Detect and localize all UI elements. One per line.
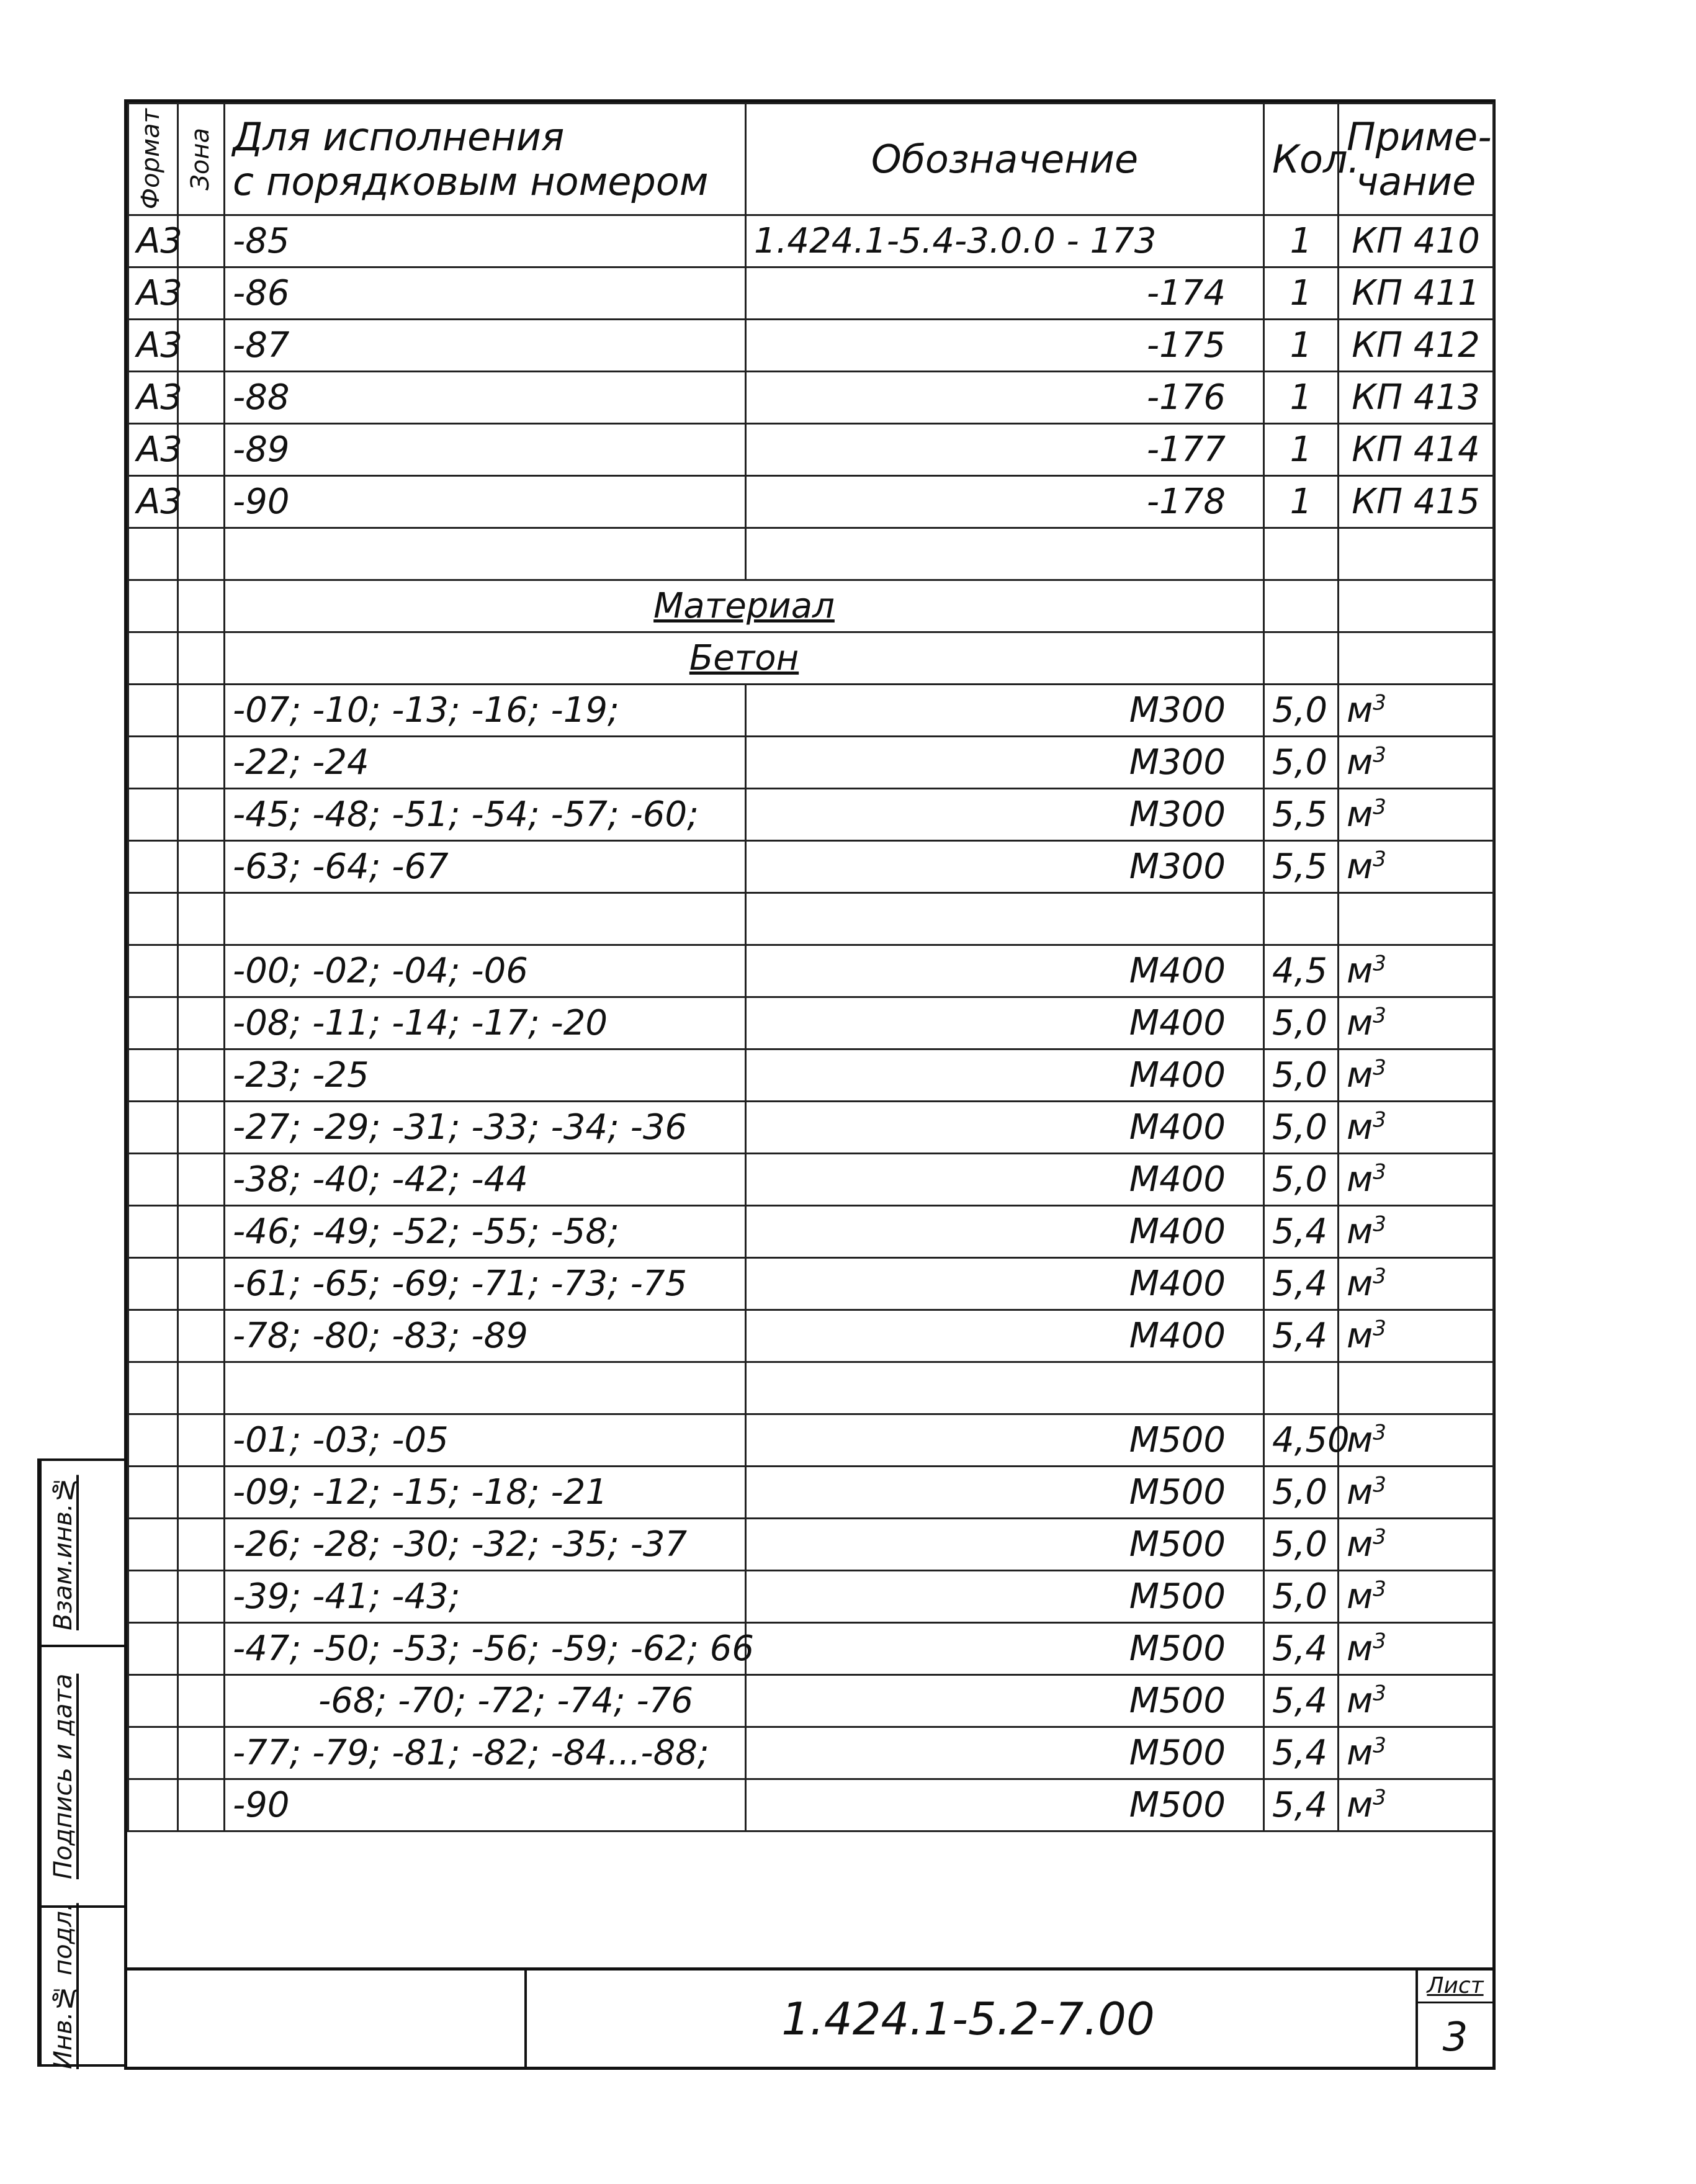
- designation-cell: -176: [746, 372, 1264, 424]
- format-cell: [128, 789, 178, 841]
- unit-label: м: [1347, 1003, 1373, 1043]
- format-cell: [128, 1623, 178, 1675]
- zone-cell: [178, 320, 225, 372]
- table-row: [128, 1206, 1494, 1258]
- table-row: [128, 1779, 1494, 1831]
- zone-cell: [178, 372, 225, 424]
- unit-exponent: 3: [1373, 951, 1386, 976]
- position-cell: -09; -12; -15; -18; -21: [225, 1467, 746, 1519]
- header-zone-label: Зона: [186, 128, 215, 191]
- quantity-cell: 4,50: [1264, 1414, 1339, 1467]
- grade-cell: М400: [746, 1154, 1264, 1206]
- unit-exponent: 3: [1373, 794, 1386, 820]
- unit-label: м: [1347, 1733, 1373, 1773]
- position-cell: -46; -49; -52; -55; -58;: [225, 1206, 746, 1258]
- unit-cell: [1339, 1258, 1494, 1310]
- quantity-cell: 5,0: [1264, 737, 1339, 789]
- table-row: [128, 1467, 1494, 1519]
- grade-cell: М500: [746, 1467, 1264, 1519]
- unit-cell: [1339, 1206, 1494, 1258]
- format-cell: [128, 893, 178, 945]
- quantity-cell: 1: [1264, 320, 1339, 372]
- unit-label: м: [1347, 1211, 1373, 1252]
- designation-cell: -175: [746, 320, 1264, 372]
- side-replace-inv-value: [85, 1461, 124, 1645]
- unit-label: м: [1347, 690, 1373, 730]
- position-cell: -90: [225, 1779, 746, 1831]
- designation-cell: 1.424.1-5.4-3.0.0 - 173: [746, 215, 1264, 267]
- table-row: [128, 1414, 1494, 1467]
- zone-cell: [178, 1467, 225, 1519]
- position-cell: -90: [225, 476, 746, 528]
- grade-cell: М300: [746, 789, 1264, 841]
- position-cell: -22; -24: [225, 737, 746, 789]
- unit-exponent: 3: [1373, 1107, 1386, 1133]
- quantity-cell: 1: [1264, 267, 1339, 320]
- quantity-cell: 5,5: [1264, 841, 1339, 893]
- note-cell: КП 413: [1339, 372, 1494, 424]
- unit-label: м: [1347, 1420, 1373, 1460]
- sheet-number: 3: [1442, 2015, 1468, 2060]
- grade-cell: М500: [746, 1414, 1264, 1467]
- table-row: [128, 893, 1494, 945]
- table-row: [128, 424, 1494, 476]
- zone-cell: [178, 893, 225, 945]
- unit-label: м: [1347, 1524, 1373, 1565]
- zone-cell: [178, 945, 225, 997]
- header-note-line1: Приме-: [1347, 114, 1492, 160]
- quantity-cell: 5,0: [1264, 1467, 1339, 1519]
- header-note: [1339, 104, 1494, 215]
- side-replace-inv: [40, 1461, 124, 1647]
- note-cell: [1339, 632, 1494, 685]
- zone-cell: [178, 1102, 225, 1154]
- side-sign-date-value: [85, 1647, 124, 1905]
- section-material-title: Материал: [225, 580, 1264, 632]
- format-cell: [128, 1571, 178, 1623]
- grade-cell: М500: [746, 1571, 1264, 1623]
- unit-label: м: [1347, 1159, 1373, 1200]
- quantity-cell: [1264, 893, 1339, 945]
- side-sign-date: [40, 1647, 124, 1908]
- section-concrete-title: Бетон: [225, 632, 1264, 685]
- side-inv-orig-value: [85, 1908, 124, 2064]
- unit-cell: [1339, 1623, 1494, 1675]
- unit-exponent: 3: [1373, 690, 1386, 716]
- quantity-cell: 5,4: [1264, 1623, 1339, 1675]
- zone-cell: [178, 1571, 225, 1623]
- unit-exponent: 3: [1373, 1681, 1386, 1706]
- position-cell: -68; -70; -72; -74; -76: [225, 1675, 746, 1727]
- zone-cell: [178, 1362, 225, 1414]
- unit-cell: [1339, 789, 1494, 841]
- table-header-row: [128, 104, 1494, 215]
- format-cell: [128, 1206, 178, 1258]
- format-cell: [128, 1310, 178, 1362]
- zone-cell: [178, 789, 225, 841]
- unit-cell: [1339, 685, 1494, 737]
- grade-cell: М400: [746, 997, 1264, 1049]
- position-cell: -63; -64; -67: [225, 841, 746, 893]
- quantity-cell: 5,0: [1264, 1571, 1339, 1623]
- position-cell: -89: [225, 424, 746, 476]
- grade-cell: М400: [746, 1258, 1264, 1310]
- format-cell: А3: [128, 267, 178, 320]
- table-row: [128, 215, 1494, 267]
- quantity-cell: 1: [1264, 372, 1339, 424]
- zone-cell: [178, 841, 225, 893]
- empty-cell: [225, 528, 746, 580]
- grade-cell: М500: [746, 1779, 1264, 1831]
- table-row: [128, 320, 1494, 372]
- unit-cell: [1339, 1467, 1494, 1519]
- unit-cell: [1339, 997, 1494, 1049]
- unit-cell: [1339, 1675, 1494, 1727]
- format-cell: [128, 685, 178, 737]
- unit-cell: [1339, 1049, 1494, 1102]
- unit-exponent: 3: [1373, 1420, 1386, 1445]
- table-row: [128, 1571, 1494, 1623]
- zone-cell: [178, 1623, 225, 1675]
- unit-exponent: 3: [1373, 1524, 1386, 1550]
- unit-label: м: [1347, 1055, 1373, 1095]
- designation-cell: -178: [746, 476, 1264, 528]
- side-sign-date-label: Подпись и дата: [40, 1647, 85, 1905]
- format-cell: [128, 737, 178, 789]
- format-cell: [128, 1779, 178, 1831]
- format-cell: [128, 1049, 178, 1102]
- position-cell: -47; -50; -53; -56; -59; -62; 66: [225, 1623, 746, 1675]
- position-cell: -08; -11; -14; -17; -20: [225, 997, 746, 1049]
- position-cell: [225, 1362, 746, 1414]
- format-cell: [128, 632, 178, 685]
- position-cell: [225, 893, 746, 945]
- unit-cell: [1339, 1519, 1494, 1571]
- zone-cell: [178, 1414, 225, 1467]
- section-concrete: [128, 632, 1494, 685]
- quantity-cell: 5,0: [1264, 685, 1339, 737]
- document-code: 1.424.1-5.2-7.00: [781, 1992, 1155, 2045]
- note-cell: КП 414: [1339, 424, 1494, 476]
- unit-cell: [1339, 1414, 1494, 1467]
- quantity-cell: 5,0: [1264, 1519, 1339, 1571]
- format-cell: [128, 1102, 178, 1154]
- format-cell: А3: [128, 215, 178, 267]
- format-cell: [128, 1467, 178, 1519]
- header-position-line1: Для исполнения: [233, 114, 565, 160]
- zone-cell: [178, 1675, 225, 1727]
- format-cell: [128, 841, 178, 893]
- format-cell: [128, 997, 178, 1049]
- quantity-cell: 5,4: [1264, 1206, 1339, 1258]
- unit-exponent: 3: [1373, 1264, 1386, 1289]
- header-zone: [178, 104, 225, 215]
- quantity-cell: 5,0: [1264, 997, 1339, 1049]
- note-cell: КП 412: [1339, 320, 1494, 372]
- grade-cell: М500: [746, 1519, 1264, 1571]
- unit-cell: [1339, 841, 1494, 893]
- empty-cell: [178, 528, 225, 580]
- table-row: [128, 372, 1494, 424]
- position-cell: -77; -79; -81; -82; -84...-88;: [225, 1727, 746, 1779]
- table-row: [128, 1154, 1494, 1206]
- empty-cell: [1339, 528, 1494, 580]
- grade-cell: М300: [746, 737, 1264, 789]
- table-row: [128, 476, 1494, 528]
- position-cell: -78; -80; -83; -89: [225, 1310, 746, 1362]
- format-cell: [128, 1675, 178, 1727]
- unit-label: м: [1347, 1785, 1373, 1825]
- unit-label: м: [1347, 847, 1373, 887]
- unit-exponent: 3: [1373, 1472, 1386, 1498]
- side-stamp: [37, 1458, 124, 2067]
- table-row: [128, 737, 1494, 789]
- title-block: [127, 1967, 1492, 2070]
- zone-cell: [178, 215, 225, 267]
- quantity-cell: 1: [1264, 424, 1339, 476]
- grade-cell: М500: [746, 1727, 1264, 1779]
- position-cell: -61; -65; -69; -71; -73; -75: [225, 1258, 746, 1310]
- quantity-cell: 5,5: [1264, 789, 1339, 841]
- zone-cell: [178, 1206, 225, 1258]
- unit-exponent: 3: [1373, 847, 1386, 872]
- unit-label: м: [1347, 1576, 1373, 1617]
- quantity-cell: [1264, 1362, 1339, 1414]
- grade-cell: М400: [746, 945, 1264, 997]
- quantity-cell: 5,0: [1264, 1102, 1339, 1154]
- note-cell: [1339, 580, 1494, 632]
- zone-cell: [178, 1779, 225, 1831]
- unit-label: м: [1347, 1472, 1373, 1512]
- grade-cell: М400: [746, 1102, 1264, 1154]
- header-format: [128, 104, 178, 215]
- unit-label: м: [1347, 794, 1373, 835]
- position-cell: -86: [225, 267, 746, 320]
- header-designation: Обозначение: [746, 104, 1264, 215]
- unit-exponent: 3: [1373, 1576, 1386, 1602]
- side-inv-orig-label: Инв.№ подл.: [40, 1908, 85, 2064]
- drawing-sheet: [124, 99, 1496, 2070]
- unit-label: м: [1347, 1107, 1373, 1148]
- table-row: [128, 1310, 1494, 1362]
- quantity-cell: 5,4: [1264, 1779, 1339, 1831]
- table-body: [128, 215, 1494, 1831]
- position-cell: -01; -03; -05: [225, 1414, 746, 1467]
- table-row: [128, 1727, 1494, 1779]
- quantity-cell: 5,0: [1264, 1154, 1339, 1206]
- note-cell: КП 411: [1339, 267, 1494, 320]
- header-position: [225, 104, 746, 215]
- position-cell: -87: [225, 320, 746, 372]
- table-row: [128, 1258, 1494, 1310]
- unit-cell: [1339, 1727, 1494, 1779]
- table-row: [128, 945, 1494, 997]
- format-cell: [128, 1727, 178, 1779]
- empty-cell: [746, 528, 1264, 580]
- header-quantity: Кол.: [1264, 104, 1339, 215]
- unit-exponent: 3: [1373, 742, 1386, 768]
- format-cell: А3: [128, 372, 178, 424]
- table-row: [128, 267, 1494, 320]
- unit-exponent: 3: [1373, 1211, 1386, 1237]
- grade-cell: М400: [746, 1049, 1264, 1102]
- sheet-box: [1416, 1971, 1492, 2067]
- position-cell: -26; -28; -30; -32; -35; -37: [225, 1519, 746, 1571]
- grade-cell: М400: [746, 1206, 1264, 1258]
- side-inv-orig: [40, 1903, 124, 2069]
- unit-exponent: 3: [1373, 1316, 1386, 1341]
- quantity-cell: 5,4: [1264, 1727, 1339, 1779]
- table-row: [128, 1623, 1494, 1675]
- unit-label: м: [1347, 1264, 1373, 1304]
- designation-cell: -177: [746, 424, 1264, 476]
- quantity-cell: [1264, 632, 1339, 685]
- zone-cell: [178, 1519, 225, 1571]
- zone-cell: [178, 476, 225, 528]
- empty-cell: [128, 528, 178, 580]
- zone-cell: [178, 424, 225, 476]
- format-cell: [128, 1258, 178, 1310]
- unit-cell: [1339, 1571, 1494, 1623]
- table-row: [128, 1102, 1494, 1154]
- unit-cell: [1339, 893, 1494, 945]
- zone-cell: [178, 685, 225, 737]
- format-cell: [128, 945, 178, 997]
- quantity-cell: 4,5: [1264, 945, 1339, 997]
- grade-cell: М300: [746, 841, 1264, 893]
- empty-row: [128, 528, 1494, 580]
- unit-cell: [1339, 1154, 1494, 1206]
- unit-cell: [1339, 1102, 1494, 1154]
- unit-exponent: 3: [1373, 1159, 1386, 1185]
- sheet-label: Лист: [1418, 1971, 1492, 2003]
- grade-cell: М500: [746, 1623, 1264, 1675]
- format-cell: [128, 580, 178, 632]
- unit-label: м: [1347, 1629, 1373, 1669]
- table-row: [128, 1675, 1494, 1727]
- header-note-line2: чание: [1355, 158, 1476, 204]
- empty-cell: [1264, 528, 1339, 580]
- format-cell: А3: [128, 476, 178, 528]
- table-row: [128, 1362, 1494, 1414]
- unit-label: м: [1347, 1681, 1373, 1721]
- table-row: [128, 1519, 1494, 1571]
- zone-cell: [178, 737, 225, 789]
- position-cell: -45; -48; -51; -54; -57; -60;: [225, 789, 746, 841]
- position-cell: -07; -10; -13; -16; -19;: [225, 685, 746, 737]
- unit-exponent: 3: [1373, 1055, 1386, 1081]
- zone-cell: [178, 632, 225, 685]
- position-cell: -88: [225, 372, 746, 424]
- zone-cell: [178, 1310, 225, 1362]
- table-row: [128, 997, 1494, 1049]
- grade-cell: М400: [746, 1310, 1264, 1362]
- table-row: [128, 841, 1494, 893]
- quantity-cell: [1264, 580, 1339, 632]
- position-cell: -38; -40; -42; -44: [225, 1154, 746, 1206]
- table-row: [128, 1049, 1494, 1102]
- header-position-line2: с порядковым номером: [233, 158, 709, 204]
- table-row: [128, 789, 1494, 841]
- zone-cell: [178, 267, 225, 320]
- quantity-cell: 1: [1264, 476, 1339, 528]
- table-row: [128, 685, 1494, 737]
- unit-label: м: [1347, 951, 1373, 991]
- section-material: [128, 580, 1494, 632]
- format-cell: [128, 1154, 178, 1206]
- grade-cell: [746, 893, 1264, 945]
- zone-cell: [178, 997, 225, 1049]
- grade-cell: М300: [746, 685, 1264, 737]
- format-cell: А3: [128, 424, 178, 476]
- unit-exponent: 3: [1373, 1733, 1386, 1758]
- position-cell: -27; -29; -31; -33; -34; -36: [225, 1102, 746, 1154]
- unit-label: м: [1347, 1316, 1373, 1356]
- side-replace-inv-label: Взам.инв.№: [40, 1461, 85, 1645]
- unit-cell: [1339, 1310, 1494, 1362]
- header-format-label: Формат: [137, 109, 165, 210]
- unit-exponent: 3: [1373, 1003, 1386, 1028]
- specification-table: [127, 102, 1494, 1832]
- zone-cell: [178, 580, 225, 632]
- quantity-cell: 5,4: [1264, 1310, 1339, 1362]
- format-cell: [128, 1362, 178, 1414]
- format-cell: [128, 1519, 178, 1571]
- grade-cell: [746, 1362, 1264, 1414]
- quantity-cell: 1: [1264, 215, 1339, 267]
- quantity-cell: 5,0: [1264, 1049, 1339, 1102]
- position-cell: -23; -25: [225, 1049, 746, 1102]
- designation-cell: -174: [746, 267, 1264, 320]
- grade-cell: М500: [746, 1675, 1264, 1727]
- position-cell: -00; -02; -04; -06: [225, 945, 746, 997]
- format-cell: А3: [128, 320, 178, 372]
- unit-cell: [1339, 945, 1494, 997]
- unit-label: м: [1347, 742, 1373, 783]
- zone-cell: [178, 1049, 225, 1102]
- position-cell: -39; -41; -43;: [225, 1571, 746, 1623]
- title-block-left-empty: [127, 1971, 527, 2067]
- unit-exponent: 3: [1373, 1629, 1386, 1654]
- quantity-cell: 5,4: [1264, 1258, 1339, 1310]
- unit-exponent: 3: [1373, 1785, 1386, 1810]
- note-cell: КП 410: [1339, 215, 1494, 267]
- zone-cell: [178, 1258, 225, 1310]
- unit-cell: [1339, 1362, 1494, 1414]
- note-cell: КП 415: [1339, 476, 1494, 528]
- zone-cell: [178, 1727, 225, 1779]
- position-cell: -85: [225, 215, 746, 267]
- zone-cell: [178, 1154, 225, 1206]
- unit-cell: [1339, 737, 1494, 789]
- quantity-cell: 5,4: [1264, 1675, 1339, 1727]
- format-cell: [128, 1414, 178, 1467]
- unit-cell: [1339, 1779, 1494, 1831]
